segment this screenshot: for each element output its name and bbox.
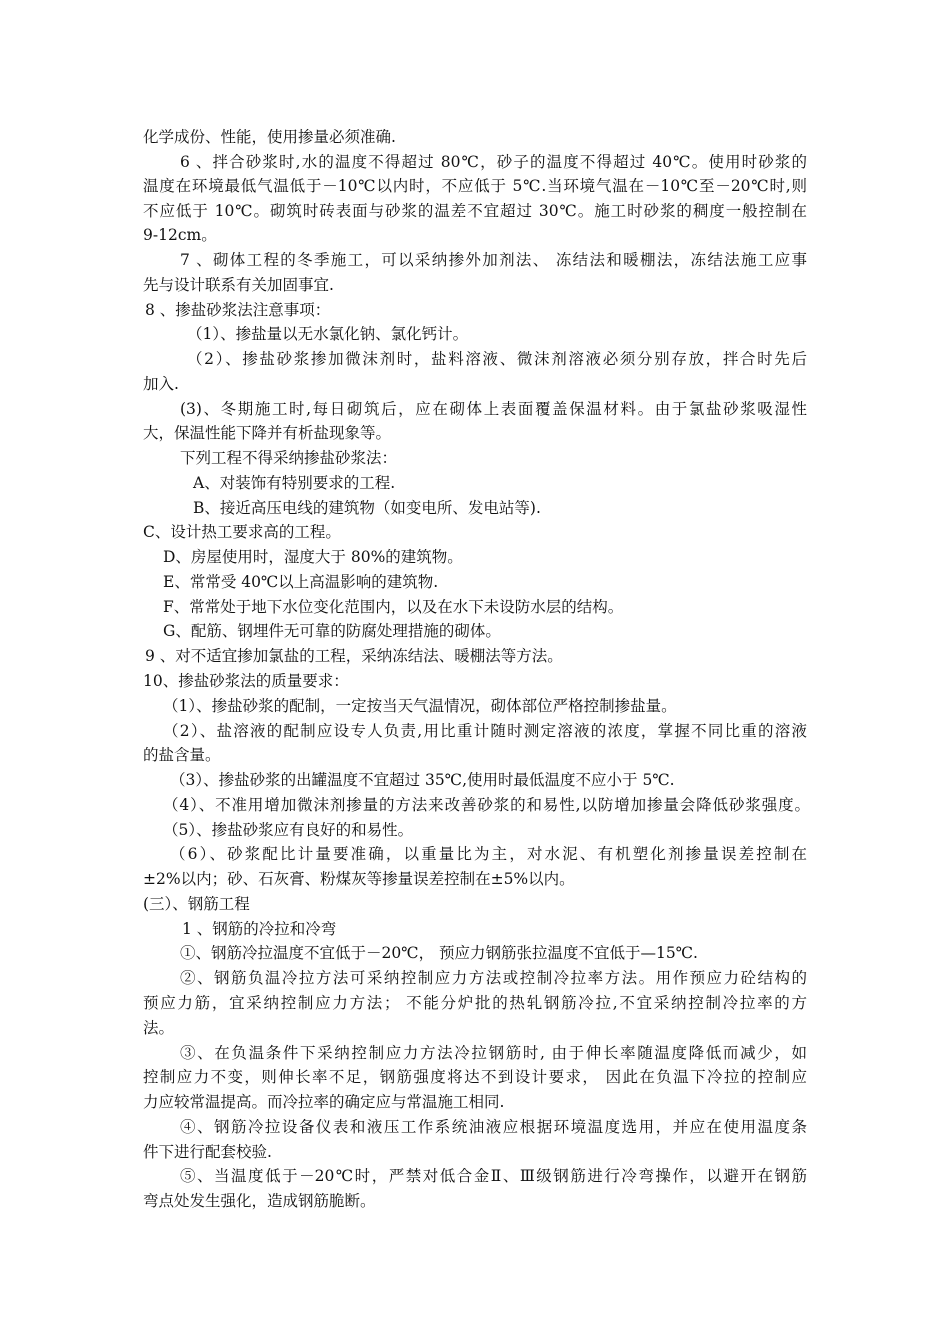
text-line: 弯点处发生强化，造成钢筋脆断。 <box>143 1192 376 1210</box>
text-line: 温度在环境最低气温低于－10℃以内时，不应低于 5℃.当环境气温在－10℃至－20℃时,则 <box>143 177 807 195</box>
text-line: （4）、不准用增加微沫剂掺量的方法来改善砂浆的和易性,以防增加掺量会降低砂浆强度。 <box>163 796 810 814</box>
text-line: 7 、砌体工程的冬季施工，可以采纳掺外加剂法、 冻结法和暖棚法，冻结法施工应事 <box>180 251 807 269</box>
text-line: （1）、掺盐砂浆的配制，一定按当天气温情况，砌体部位严格控制掺盐量。 <box>163 697 677 715</box>
text-line: （3）、掺盐砂浆的出罐温度不宜超过 35℃,使用时最低温度不应小于 5℃. <box>170 771 675 789</box>
text-line: F、常常处于地下水位变化范围内，以及在水下未设防水层的结构。 <box>163 598 624 616</box>
text-line: 化学成份、性能，使用掺量必须准确. <box>143 128 396 146</box>
text-line: （1）、掺盐量以无水氯化钠、氯化钙计。 <box>187 325 469 343</box>
text-line: 6 、拌合砂浆时,水的温度不得超过 80℃，砂子的温度不得超过 40℃。使用时砂浆的 <box>180 153 807 171</box>
text-line: 的盐含量。 <box>143 746 221 764</box>
text-line: 控制应力不变，则伸长率不足，钢筋强度将达不到设计要求， 因此在负温下冷拉的控制应 <box>143 1068 807 1086</box>
text-line: 件下进行配套校验. <box>143 1143 272 1161</box>
text-line: ③、在负温条件下采纳控制应力方法冷拉钢筋时, 由于伸长率随温度降低而减少，如 <box>180 1044 807 1062</box>
text-line: （2）、掺盐砂浆掺加微沫剂时，盐料溶液、微沫剂溶液必须分别存放，拌合时先后 <box>187 350 807 368</box>
text-line: 先与设计联系有关加固事宜. <box>143 276 334 294</box>
text-line: 下列工程不得采纳掺盐砂浆法： <box>180 449 398 467</box>
text-line: ⑤、当温度低于－20℃时，严禁对低合金Ⅱ、Ⅲ级钢筋进行冷弯操作，以避开在钢筋 <box>180 1167 807 1185</box>
text-line: 9 、对不适宜掺加氯盐的工程，采纳冻结法、暖棚法等方法。 <box>145 647 563 665</box>
text-line: A、对装饰有特别要求的工程. <box>193 474 396 492</box>
text-line: 10、掺盐砂浆法的质量要求： <box>143 672 349 690</box>
text-line: C、设计热工要求高的工程。 <box>143 523 341 541</box>
text-line: （2）、盐溶液的配制应设专人负责,用比重计随时测定溶液的浓度，掌握不同比重的溶液 <box>163 722 807 740</box>
text-line: 大，保温性能下降并有析盐现象等。 <box>143 424 392 442</box>
text-line: 法。 <box>143 1019 175 1037</box>
text-line: （5）、掺盐砂浆应有良好的和易性。 <box>163 821 414 839</box>
text-line: G、配筋、钢埋件无可靠的防腐处理措施的砌体。 <box>163 622 501 640</box>
text-line: 预应力筋，宜采纳控制应力方法； 不能分炉批的热轧钢筋冷拉,不宜采纳控制冷拉率的方 <box>143 994 807 1012</box>
section-heading: (三）、钢筋工程 <box>143 895 250 913</box>
text-line: 不应低于 10℃。砌筑时砖表面与砂浆的温差不宜超过 30℃。施工时砂浆的稠度一般控制在 <box>143 202 807 220</box>
text-line: ④、钢筋冷拉设备仪表和液压工作系统油液应根据环境温度选用，并应在使用温度条 <box>180 1118 807 1136</box>
text-line: (3)、冬期施工时,每日砌筑后，应在砌体上表面覆盖保温材料。由于氯盐砂浆吸湿性 <box>180 400 807 418</box>
text-line: ±2%以内；砂、石灰膏、粉煤灰等掺量误差控制在±5%以内。 <box>143 870 575 888</box>
text-line: （6）、砂浆配比计量要准确，以重量比为主，对水泥、有机塑化剂掺量误差控制在 <box>170 845 807 863</box>
text-line: B、接近高压电线的建筑物（如变电所、发电站等). <box>193 499 541 517</box>
text-line: 1 、钢筋的冷拉和冷弯 <box>182 920 337 938</box>
text-line: 9-12cm。 <box>143 226 217 244</box>
text-line: 力应较常温提高。而冷拉率的确定应与常温施工相同. <box>143 1093 505 1111</box>
text-line: ①、钢筋冷拉温度不宜低于－20℃， 预应力钢筋张拉温度不宜低于—15℃. <box>180 944 698 962</box>
text-line: D、房屋使用时，湿度大于 80%的建筑物。 <box>163 548 463 566</box>
text-line: 8 、掺盐砂浆法注意事项： <box>145 301 331 319</box>
text-line: E、常常受 40℃以上高温影响的建筑物. <box>163 573 439 591</box>
text-line: ②、钢筋负温冷拉方法可采纳控制应力方法或控制冷拉率方法。用作预应力砼结构的 <box>180 969 807 987</box>
text-line: 加入. <box>143 375 179 393</box>
